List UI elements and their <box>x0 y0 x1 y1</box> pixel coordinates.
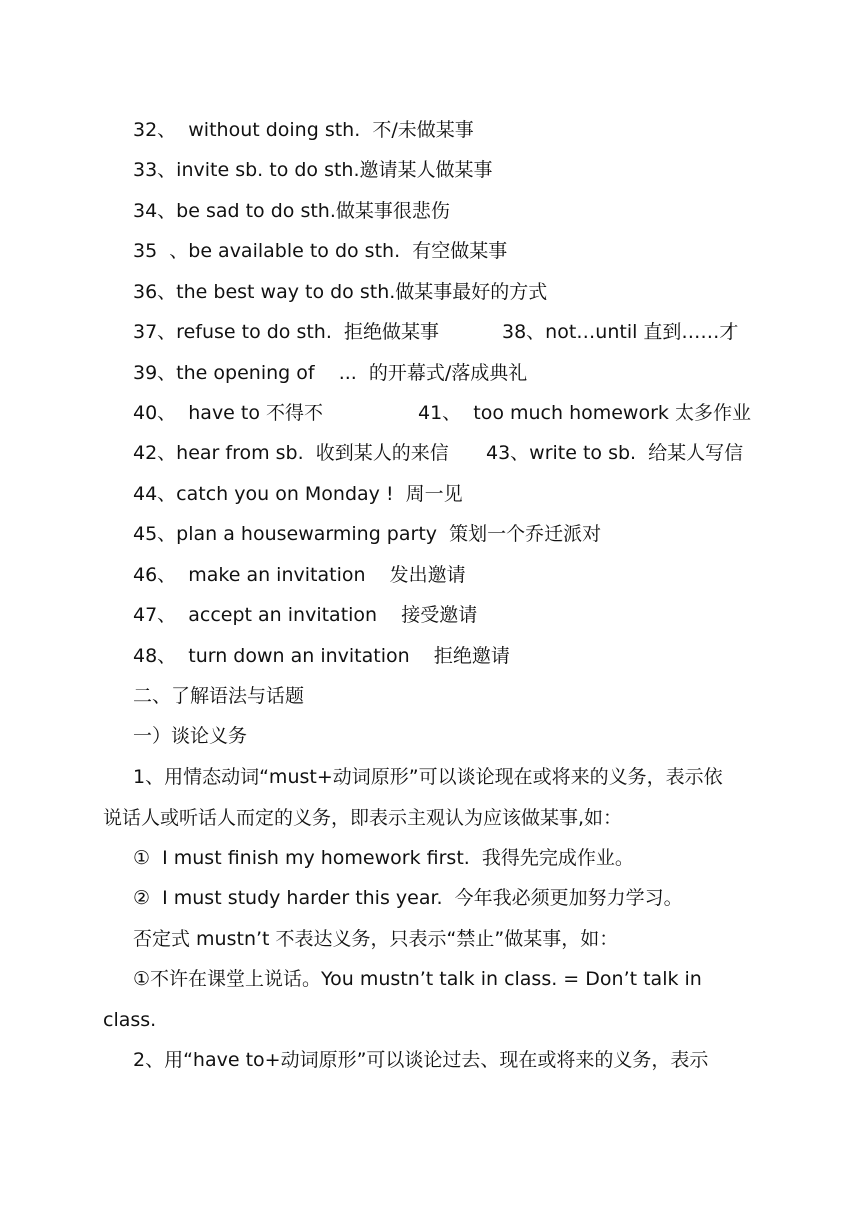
example-negative-cont: class. <box>103 1009 157 1031</box>
phrase-32: 32、 without doing sth. 不/未做某事 <box>133 119 474 141</box>
subsection-heading: 一）谈论义务 <box>133 725 248 747</box>
phrase-35: 35 、be available to do sth. 有空做某事 <box>133 240 508 262</box>
phrase-43: 43、write to sb. 给某人写信 <box>486 442 744 464</box>
phrase-45: 45、plan a housewarming party 策划一个乔迁派对 <box>133 523 602 545</box>
example-2: ② I must study harder this year. 今年我必须更加努力学习。 <box>133 887 683 909</box>
phrase-47: 47、 accept an invitation 接受邀请 <box>133 604 478 626</box>
phrase-37: 37、refuse to do sth. 拒绝做某事 <box>133 321 439 343</box>
phrase-39: 39、the opening of ... 的开幕式/落成典礼 <box>133 362 528 384</box>
phrase-41: 41、 too much homework 太多作业 <box>418 402 751 424</box>
phrase-42: 42、hear from sb. 收到某人的来信 <box>133 442 449 464</box>
phrase-36: 36、the best way to do sth.做某事最好的方式 <box>133 281 548 303</box>
paragraph-1-line-2: 说话人或听话人而定的义务，即表示主观认为应该做某事,如： <box>103 807 623 829</box>
phrase-33: 33、invite sb. to do sth.邀请某人做某事 <box>133 159 493 181</box>
negative-form-note: 否定式 mustn’t 不表达义务，只表示“禁止”做某事，如： <box>133 928 619 950</box>
phrase-48: 48、 turn down an invitation 拒绝邀请 <box>133 645 510 667</box>
phrase-38: 38、not…until 直到……才 <box>502 321 739 343</box>
phrase-34: 34、be sad to do sth.做某事很悲伤 <box>133 200 450 222</box>
phrase-40: 40、 have to 不得不 <box>133 402 324 424</box>
phrase-44: 44、catch you on Monday ! 周一见 <box>133 483 463 505</box>
phrase-46: 46、 make an invitation 发出邀请 <box>133 564 466 586</box>
section-heading: 二、了解语法与话题 <box>133 685 305 707</box>
paragraph-1-line-1: 1、用情态动词“must+动词原形”可以谈论现在或将来的义务，表示依 <box>133 766 723 788</box>
paragraph-2-line-1: 2、用“have to+动词原形”可以谈论过去、现在或将来的义务，表示 <box>133 1049 709 1071</box>
example-1: ① I must finish my homework first. 我得先完成作业。 <box>133 847 634 869</box>
example-negative: ①不许在课堂上说话。You mustn’t talk in class. = Don’t talk in <box>133 968 702 990</box>
